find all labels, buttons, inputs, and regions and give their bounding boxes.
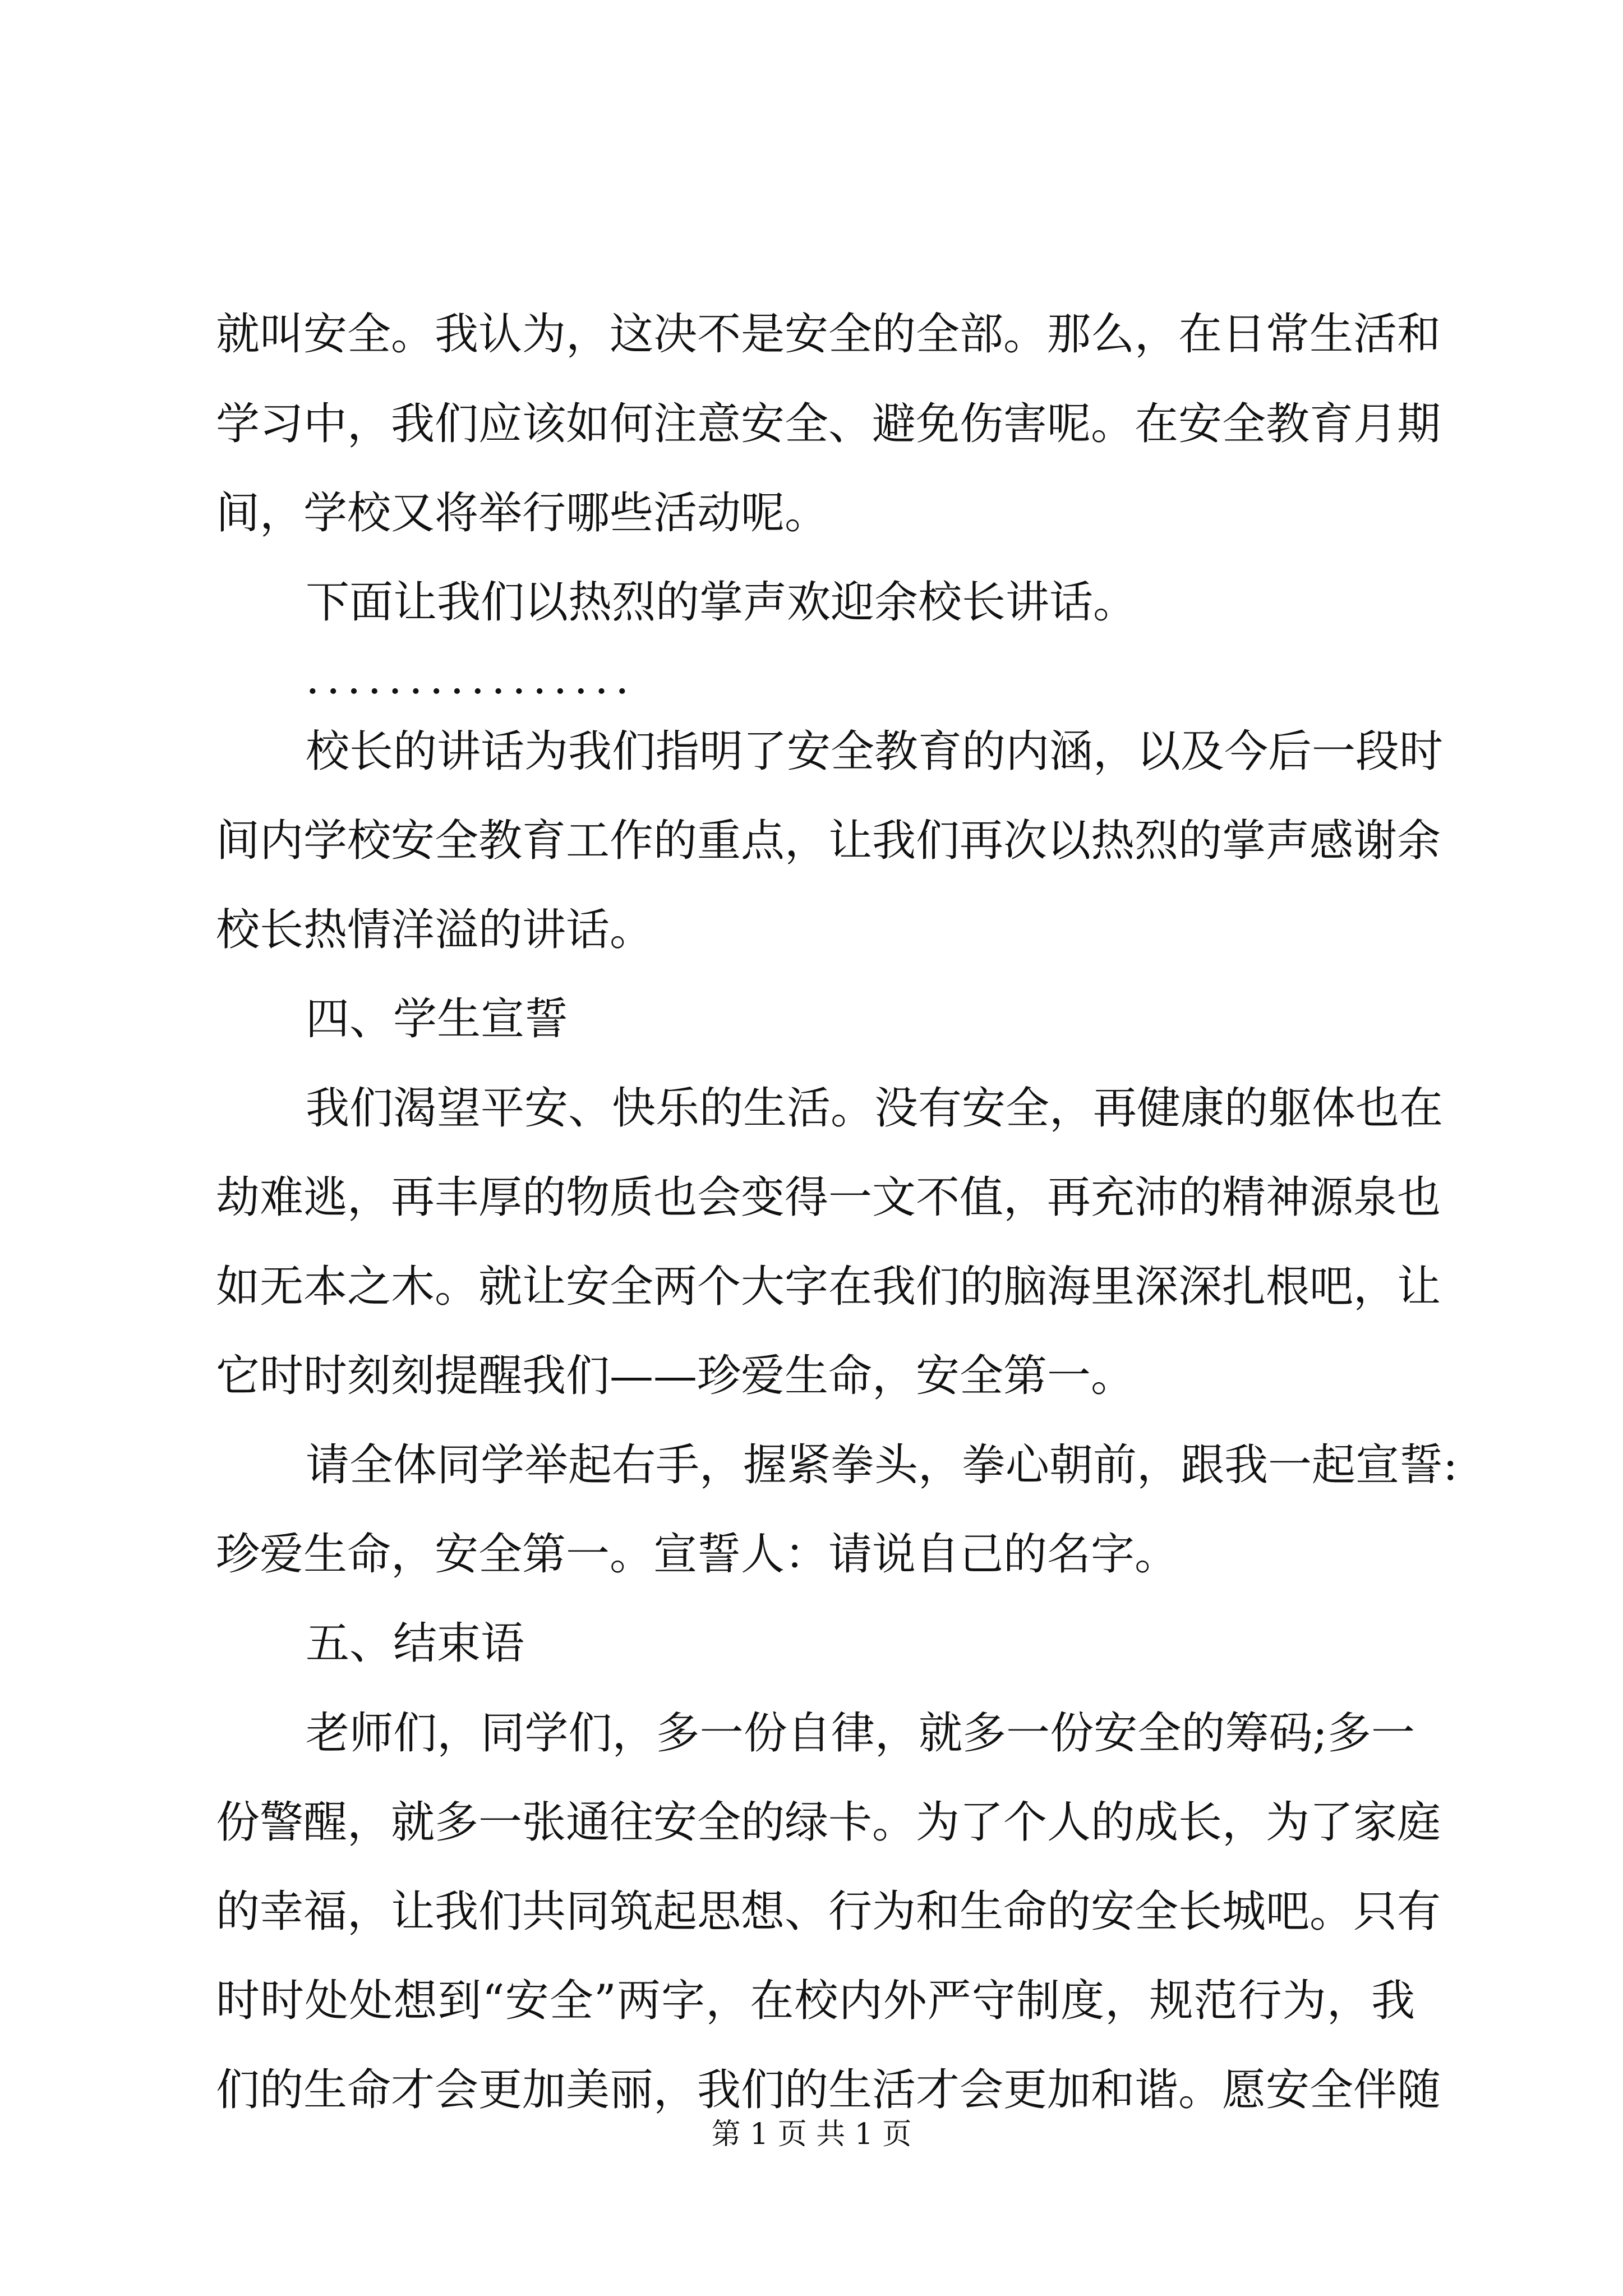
text-line: 我们渴望平安、快乐的生活。没有安全，再健康的躯体也在 xyxy=(306,1083,1444,1134)
section-heading: 四、学生宣誓 xyxy=(306,994,569,1045)
page-footer: 第 1 页 共 1 页 xyxy=(711,2118,912,2151)
text-line: 老师们，同学们，多一份自律，就多一份安全的筹码;多一 xyxy=(306,1708,1415,1759)
text-line: 它时时刻刻提醒我们——珍爱生命，安全第一。 xyxy=(216,1351,1135,1401)
text-line: 下面让我们以热烈的掌声欢迎余校长讲话。 xyxy=(306,577,1137,628)
text-line: 的幸福，让我们共同筑起思想、行为和生命的安全长城吧。只有 xyxy=(216,1887,1441,1937)
text-line: 份警醒，就多一张通往安全的绿卡。为了个人的成长，为了家庭 xyxy=(216,1797,1441,1848)
text-line: 就叫安全。我认为，这决不是安全的全部。那么，在日常生活和 xyxy=(216,309,1441,360)
text-line: 劫难逃，再丰厚的物质也会变得一文不值，再充沛的精神源泉也 xyxy=(216,1172,1441,1223)
text-line: 学习中，我们应该如何注意安全、避免伤害呢。在安全教育月期 xyxy=(216,399,1441,449)
text-line: 时时处处想到“安全”两字，在校内外严守制度，规范行为，我 xyxy=(216,1976,1415,2026)
text-line: 校长的讲话为我们指明了安全教育的内涵，以及今后一段时 xyxy=(306,726,1444,777)
text-line: 们的生命才会更加美丽，我们的生活才会更加和谐。愿安全伴随 xyxy=(216,2065,1441,2115)
text-line: 校长热情洋溢的讲话。 xyxy=(216,905,654,955)
text-line: ................ xyxy=(306,654,636,704)
text-line: 珍爱生命，安全第一。宣誓人：请说自己的名字。 xyxy=(216,1529,1179,1580)
text-line: 如无本之木。就让安全两个大字在我们的脑海里深深扎根吧，让 xyxy=(216,1262,1441,1312)
text-line: 间，学校又将举行哪些活动呢。 xyxy=(216,488,829,539)
text-line: 请全体同学举起右手，握紧拳头，拳心朝前，跟我一起宣誓: xyxy=(306,1440,1458,1490)
text-line: 间内学校安全教育工作的重点，让我们再次以热烈的掌声感谢余 xyxy=(216,816,1441,866)
section-heading: 五、结束语 xyxy=(306,1618,525,1669)
